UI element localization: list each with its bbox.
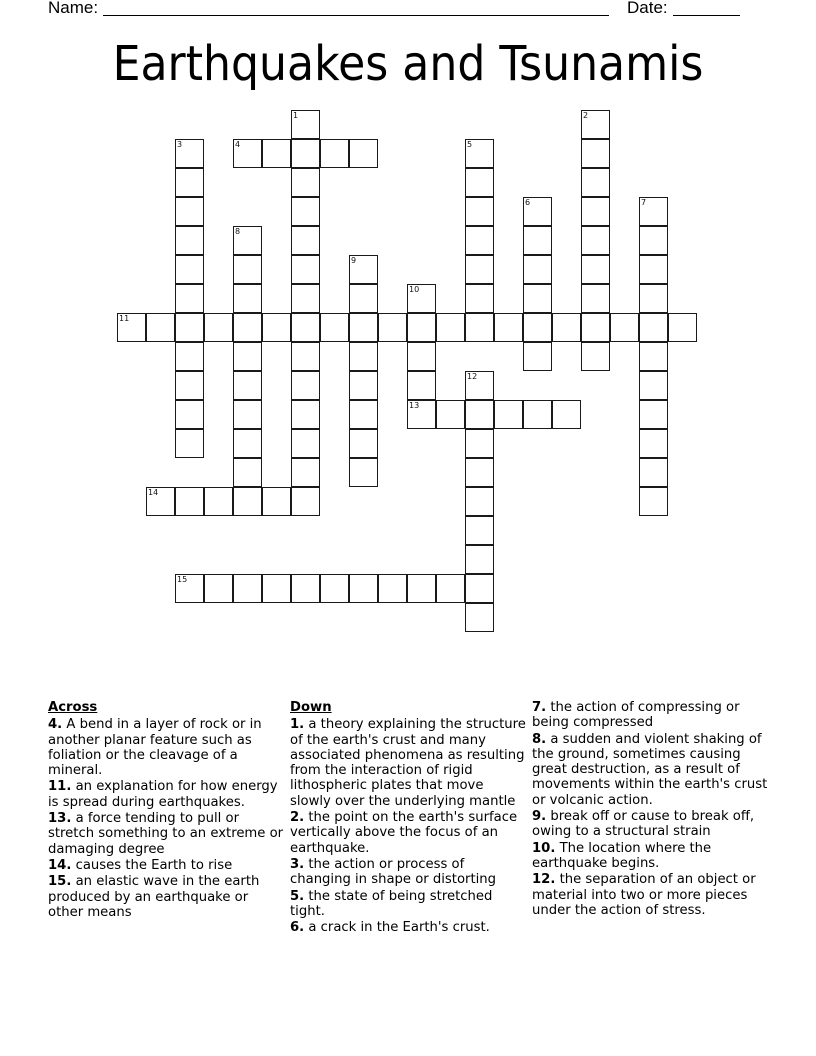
clue-item	[48, 779, 284, 810]
clue-number-label: 6.	[290, 920, 305, 936]
clue-item	[532, 809, 768, 840]
crossword-cell[interactable]	[639, 429, 668, 458]
clue-text: the state of being stretched tight.	[290, 888, 493, 919]
crossword-cell[interactable]	[465, 545, 494, 574]
down-clues-column-continued	[532, 700, 768, 919]
crossword-cell[interactable]	[175, 255, 204, 284]
crossword-cell[interactable]	[233, 574, 262, 603]
crossword-cell[interactable]	[117, 313, 146, 342]
clue-number: 5	[467, 140, 473, 149]
crossword-cell[interactable]	[291, 313, 320, 342]
crossword-cell[interactable]	[407, 574, 436, 603]
crossword-cell[interactable]	[465, 458, 494, 487]
crossword-cell[interactable]	[465, 371, 494, 400]
clue-text: an explanation for how energy is spread during earthquakes.	[48, 779, 278, 810]
crossword-cell[interactable]	[639, 226, 668, 255]
crossword-cell[interactable]	[465, 139, 494, 168]
crossword-cell[interactable]	[465, 516, 494, 545]
clue-number: 11	[119, 314, 130, 323]
crossword-cell[interactable]	[639, 487, 668, 516]
clue-text: a crack in the Earth's crust.	[308, 920, 490, 936]
clue-number-label: 3.	[290, 856, 305, 872]
crossword-cell[interactable]	[291, 400, 320, 429]
clue-number: 3	[177, 140, 183, 149]
crossword-cell[interactable]	[175, 342, 204, 371]
crossword-cell[interactable]	[320, 574, 349, 603]
crossword-cell[interactable]	[291, 487, 320, 516]
crossword-cell[interactable]	[639, 342, 668, 371]
clue-text: the action or process of changing in shape or distorting	[290, 856, 497, 888]
crossword-cell[interactable]	[639, 313, 668, 342]
crossword-cell[interactable]	[552, 400, 581, 429]
clue-item	[290, 920, 526, 935]
clue-number-label: 4.	[48, 717, 63, 733]
crossword-cell[interactable]	[668, 313, 697, 342]
crossword-cell[interactable]	[523, 226, 552, 255]
clue-item	[532, 700, 768, 731]
crossword-cell[interactable]	[465, 197, 494, 226]
clue-number: 8	[235, 227, 241, 236]
crossword-cell[interactable]	[233, 139, 262, 168]
crossword-cell[interactable]	[233, 371, 262, 400]
crossword-cell[interactable]	[581, 197, 610, 226]
down-clues-column	[290, 700, 526, 936]
clue-item	[290, 717, 526, 809]
crossword-cell[interactable]	[291, 342, 320, 371]
crossword-cell[interactable]	[320, 313, 349, 342]
across-heading: Across	[48, 700, 98, 715]
clue-number-label: 5.	[290, 888, 305, 904]
crossword-cell[interactable]	[349, 313, 378, 342]
crossword-cell[interactable]	[291, 226, 320, 255]
clue-text: break off or cause to break off, owing to a structural strain	[532, 809, 755, 840]
crossword-cell[interactable]	[233, 342, 262, 371]
crossword-cell[interactable]	[175, 313, 204, 342]
crossword-cell[interactable]	[349, 574, 378, 603]
clue-text: causes the Earth to rise	[75, 857, 233, 873]
crossword-cell[interactable]	[465, 574, 494, 603]
crossword-cell[interactable]	[204, 313, 233, 342]
crossword-cell[interactable]	[175, 284, 204, 313]
clue-number-label: 11.	[48, 779, 72, 795]
crossword-cell[interactable]	[523, 284, 552, 313]
crossword-cell[interactable]	[175, 487, 204, 516]
crossword-cell[interactable]	[175, 371, 204, 400]
clue-text: the action of compressing or being compressed	[532, 700, 740, 731]
crossword-cell[interactable]	[494, 313, 523, 342]
crossword-cell[interactable]	[465, 429, 494, 458]
crossword-cell[interactable]	[436, 313, 465, 342]
crossword-cell[interactable]	[610, 313, 639, 342]
crossword-cell[interactable]	[465, 603, 494, 632]
crossword-cell[interactable]	[639, 458, 668, 487]
crossword-cell[interactable]	[581, 226, 610, 255]
crossword-cell[interactable]	[291, 284, 320, 313]
clue-number: 6	[525, 198, 531, 207]
crossword-cell[interactable]	[465, 313, 494, 342]
clue-item	[290, 810, 526, 856]
crossword-cell[interactable]	[320, 139, 349, 168]
clue-number: 9	[351, 256, 357, 265]
clue-number-label: 1.	[290, 717, 305, 733]
down-clue-list	[290, 717, 526, 935]
crossword-cell[interactable]	[523, 313, 552, 342]
clue-number-label: 7.	[532, 700, 547, 715]
clue-number-label: 13.	[48, 811, 72, 827]
clue-number-label: 2.	[290, 810, 305, 826]
crossword-cell[interactable]	[349, 458, 378, 487]
clue-number: 13	[409, 401, 420, 410]
down-heading: Down	[290, 700, 332, 715]
crossword-cell[interactable]	[233, 429, 262, 458]
crossword-cell[interactable]	[494, 400, 523, 429]
clue-number: 10	[409, 285, 420, 294]
clue-item	[48, 717, 284, 778]
across-clue-list	[48, 717, 284, 920]
clue-text: A bend in a layer of rock or in another planar feature such as foliation or the cleavage of a mineral.	[48, 717, 262, 779]
crossword-cell[interactable]	[436, 400, 465, 429]
across-clues-column	[48, 700, 284, 921]
crossword-cell[interactable]	[291, 255, 320, 284]
crossword-cell[interactable]	[465, 255, 494, 284]
crossword-cell[interactable]	[639, 371, 668, 400]
clue-item	[290, 857, 526, 888]
crossword-cell[interactable]	[639, 400, 668, 429]
clue-item	[48, 874, 284, 920]
clue-item	[48, 811, 284, 857]
crossword-cell[interactable]	[407, 400, 436, 429]
clue-number: 15	[177, 575, 188, 584]
crossword-cell[interactable]	[639, 284, 668, 313]
crossword-cell[interactable]	[407, 342, 436, 371]
crossword-cell[interactable]	[581, 342, 610, 371]
crossword-cell[interactable]	[291, 371, 320, 400]
page-title: Earthquakes and Tsunamis	[112, 36, 704, 92]
crossword-cell[interactable]	[233, 458, 262, 487]
clue-number: 1	[293, 111, 299, 120]
crossword-cell[interactable]	[523, 342, 552, 371]
clue-item	[532, 732, 768, 808]
crossword-cell[interactable]	[291, 139, 320, 168]
crossword-cell[interactable]	[378, 574, 407, 603]
crossword-cell[interactable]	[262, 574, 291, 603]
crossword-cell[interactable]	[523, 400, 552, 429]
clue-text: a theory explaining the structure of the earth's crust and many associated phenomena as resulting from the interaction of rigid lithospheric plates that move slowly over the underlying mantle	[290, 717, 526, 809]
clue-item	[290, 889, 526, 920]
clue-text: a force tending to pull or stretch something to an extreme or damaging degree	[48, 811, 284, 857]
crossword-cell[interactable]	[233, 284, 262, 313]
crossword-cell[interactable]	[175, 168, 204, 197]
clue-item	[532, 841, 768, 872]
crossword-cell[interactable]	[581, 284, 610, 313]
crossword-cell[interactable]	[204, 574, 233, 603]
crossword-cell[interactable]	[262, 139, 291, 168]
crossword-cell[interactable]	[378, 313, 407, 342]
clue-number-label: 15.	[48, 874, 72, 890]
crossword-cell[interactable]	[175, 400, 204, 429]
crossword-cell[interactable]	[262, 487, 291, 516]
crossword-cell[interactable]	[233, 226, 262, 255]
down-clue-list-continued	[532, 700, 768, 918]
clue-number-label: 8.	[532, 731, 547, 747]
crossword-cell[interactable]	[233, 487, 262, 516]
clue-number: 14	[148, 488, 159, 497]
crossword-cell[interactable]	[523, 197, 552, 226]
crossword-cell[interactable]	[407, 284, 436, 313]
crossword-cell[interactable]	[233, 255, 262, 284]
crossword-cell[interactable]	[349, 284, 378, 313]
clue-number: 2	[583, 111, 589, 120]
crossword-cell[interactable]	[349, 139, 378, 168]
date-label: Date:	[627, 0, 668, 17]
crossword-cell[interactable]	[581, 168, 610, 197]
crossword-cell[interactable]	[465, 487, 494, 516]
clue-text: a sudden and violent shaking of the ground, sometimes causing great destruction, as a result of movements within the earth's crust or volcanic action.	[532, 731, 768, 808]
crossword-cell[interactable]	[291, 574, 320, 603]
crossword-cell[interactable]	[233, 313, 262, 342]
crossword-cell[interactable]	[581, 255, 610, 284]
crossword-cell[interactable]	[175, 429, 204, 458]
crossword-cell[interactable]	[146, 313, 175, 342]
crossword-cell[interactable]	[175, 226, 204, 255]
crossword-cell[interactable]	[146, 487, 175, 516]
clue-text: the point on the earth's surface vertically above the focus of an earthquake.	[290, 810, 518, 856]
clue-number: 4	[235, 140, 241, 149]
crossword-cell[interactable]	[262, 313, 291, 342]
clue-number: 7	[641, 198, 647, 207]
crossword-cell[interactable]	[436, 574, 465, 603]
crossword-cell[interactable]	[204, 487, 233, 516]
crossword-cell[interactable]	[465, 284, 494, 313]
clue-number: 12	[467, 372, 478, 381]
crossword-cell[interactable]	[291, 429, 320, 458]
clue-number-label: 10.	[532, 840, 556, 856]
crossword-cell[interactable]	[407, 371, 436, 400]
clue-number-label: 14.	[48, 857, 72, 873]
crossword-cell[interactable]	[291, 110, 320, 139]
clue-text: The location where the earthquake begins.	[532, 840, 712, 871]
crossword-cell[interactable]	[581, 139, 610, 168]
clue-number-label: 9.	[532, 809, 547, 825]
crossword-cell[interactable]	[581, 313, 610, 342]
crossword-cell[interactable]	[552, 313, 581, 342]
crossword-cell[interactable]	[175, 139, 204, 168]
crossword-cell[interactable]	[291, 168, 320, 197]
crossword-cell[interactable]	[581, 110, 610, 139]
crossword-cell[interactable]	[291, 458, 320, 487]
crossword-cell[interactable]	[639, 255, 668, 284]
name-label: Name:	[48, 0, 99, 17]
clue-item	[48, 858, 284, 873]
crossword-cell[interactable]	[639, 197, 668, 226]
crossword-cell[interactable]	[175, 574, 204, 603]
crossword-cell[interactable]	[175, 197, 204, 226]
crossword-cell[interactable]	[349, 429, 378, 458]
clue-text: an elastic wave in the earth produced by an earthquake or other means	[48, 874, 260, 920]
crossword-cell[interactable]	[233, 400, 262, 429]
crossword-cell[interactable]	[465, 400, 494, 429]
crossword-cell[interactable]	[465, 168, 494, 197]
crossword-cell[interactable]	[523, 255, 552, 284]
crossword-cell[interactable]	[407, 313, 436, 342]
clue-number-label: 12.	[532, 872, 556, 888]
crossword-cell[interactable]	[465, 226, 494, 255]
crossword-cell[interactable]	[349, 255, 378, 284]
crossword-cell[interactable]	[349, 342, 378, 371]
crossword-cell[interactable]	[349, 371, 378, 400]
clue-text: the separation of an object or material into two or more pieces under the action of stress.	[532, 872, 756, 918]
clue-item	[532, 872, 768, 918]
crossword-cell[interactable]	[291, 197, 320, 226]
crossword-cell[interactable]	[349, 400, 378, 429]
